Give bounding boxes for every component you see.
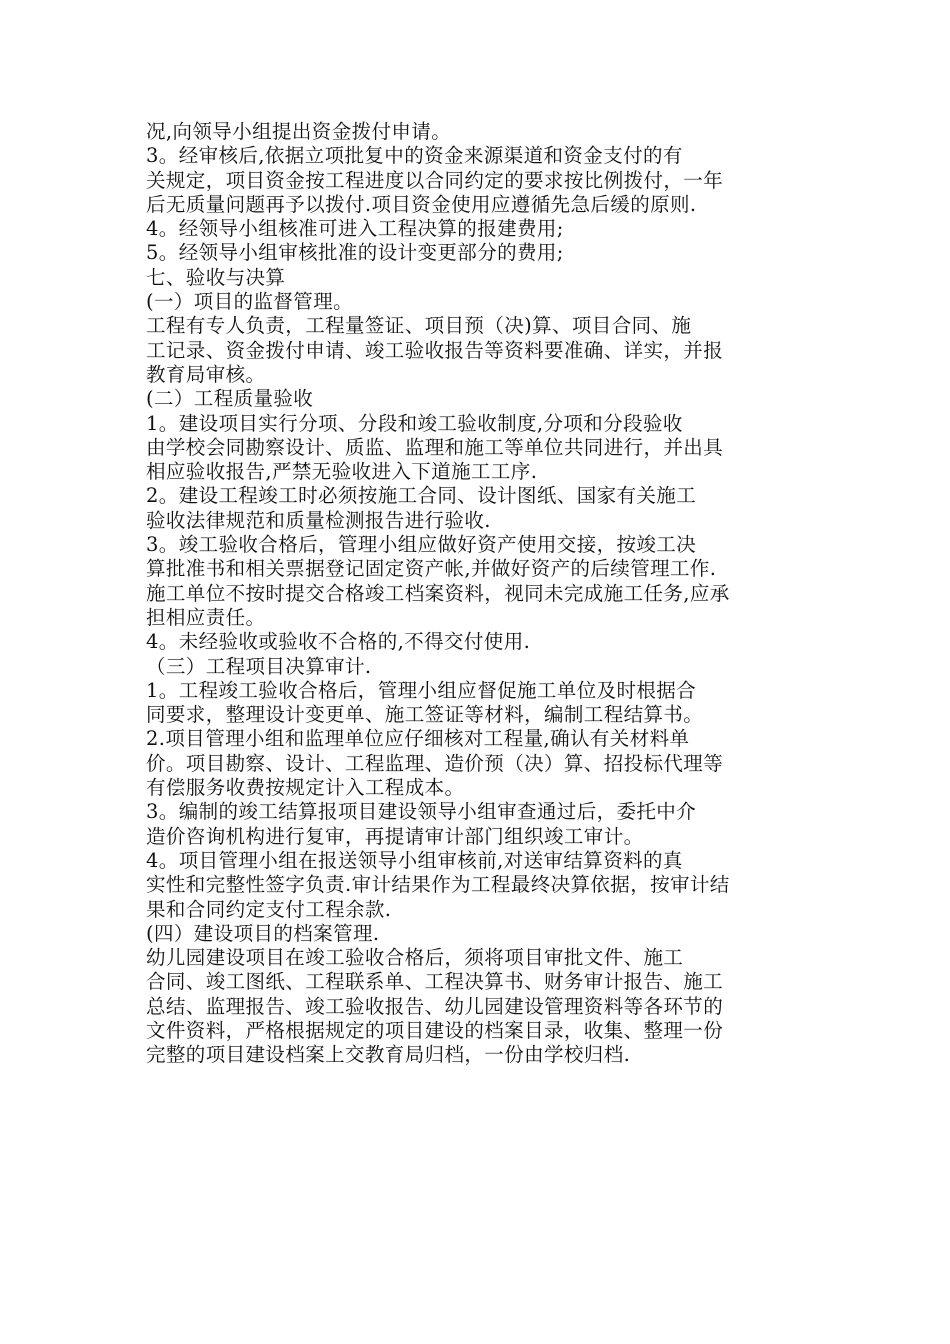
text-line: 七、验收与决算 (146, 265, 286, 289)
text-line: (二）工程质量验收 (146, 387, 314, 411)
text-line: 工记录、资金拨付申请、竣工验收报告等资料要准确、详实，并报 (146, 338, 724, 362)
text-line: 合同、竣工图纸、工程联系单、工程决算书、财务审计报告、施工 (146, 970, 724, 994)
text-line: 4。经领导小组核准可进入工程决算的报建费用; (146, 217, 564, 241)
text-line: 4。项目管理小组在报送领导小组审核前,对送审结算资料的真 (146, 848, 683, 872)
text-line: 教育局审核。 (146, 362, 266, 386)
text-line: 同要求，整理设计变更单、施工签证等材料，编制工程结算书。 (146, 703, 704, 727)
text-line: 实性和完整性签字负责.审计结果作为工程最终决算依据，按审计结 (146, 873, 730, 897)
text-line: 文件资料，严格根据规定的项目建设的档案目录，收集、整理一份 (146, 1018, 724, 1042)
text-line: 完整的项目建设档案上交教育局归档，一份由学校归档. (146, 1043, 631, 1067)
text-line: 有偿服务收费按规定计入工程成本。 (146, 776, 465, 800)
text-line: 由学校会同勘察设计、质监、监理和施工等单位共同进行，并出具 (146, 435, 724, 459)
text-line: 算批准书和相关票据登记固定资产帐,并做好资产的后续管理工作. (146, 557, 717, 581)
text-line: 2.项目管理小组和监理单位应仔细核对工程量,确认有关材料单 (146, 727, 690, 751)
text-line: 1。工程竣工验收合格后，管理小组应督促施工单位及时根据合 (146, 678, 697, 702)
text-line: 造价咨询机构进行复审，再提请审计部门组织竣工审计。 (146, 824, 644, 848)
text-line: （三）工程项目决算审计. (146, 654, 372, 678)
text-line: 4。未经验收或验收不合格的,不得交付使用. (146, 630, 531, 654)
text-line: 幼儿园建设项目在竣工验收合格后，须将项目审批文件、施工 (146, 946, 684, 970)
document-body (146, 120, 811, 1068)
text-line: 后无质量问题再予以拨付.项目资金使用应遵循先急后缓的原则. (146, 192, 697, 216)
text-line: 工程有专人负责，工程量签证、项目预（决)算、项目合同、施 (146, 314, 692, 338)
text-line: (四）建设项目的档案管理. (146, 921, 380, 945)
text-line: 1。建设项目实行分项、分段和竣工验收制度,分项和分段验收 (146, 411, 683, 435)
text-line: 验收法律规范和质量检测报告进行验收. (146, 508, 491, 532)
text-line: 3。经审核后,依据立项批复中的资金来源渠道和资金支付的有 (146, 144, 683, 168)
text-line: 价。项目勘察、设计、工程监理、造价预（决）算、招投标代理等 (146, 751, 724, 775)
text-line: 果和合同约定支付工程余款. (146, 897, 392, 921)
text-line: 2。建设工程竣工时必须按施工合同、设计图纸、国家有关施工 (146, 484, 697, 508)
text-line: 相应验收报告,严禁无验收进入下道施工工序. (146, 460, 538, 484)
text-line: 担相应责任。 (146, 605, 266, 629)
text-line: 关规定，项目资金按工程进度以合同约定的要求按比例拨付，一年 (146, 168, 724, 192)
text-line: (一）项目的监督管理。 (146, 290, 354, 314)
text-line: 3。编制的竣工结算报项目建设领导小组审查通过后，委托中介 (146, 800, 697, 824)
text-line: 5。经领导小组审核批准的设计变更部分的费用; (146, 241, 564, 265)
text-line: 施工单位不按时提交合格竣工档案资料，视同未完成施工任务,应承 (146, 581, 730, 605)
text-line: 总结、监理报告、竣工验收报告、幼儿园建设管理资料等各环节的 (146, 994, 724, 1018)
text-line: 况,向领导小组提出资金拨付申请。 (146, 120, 452, 143)
text-line: 3。竣工验收合格后，管理小组应做好资产使用交接，按竣工决 (146, 533, 697, 557)
